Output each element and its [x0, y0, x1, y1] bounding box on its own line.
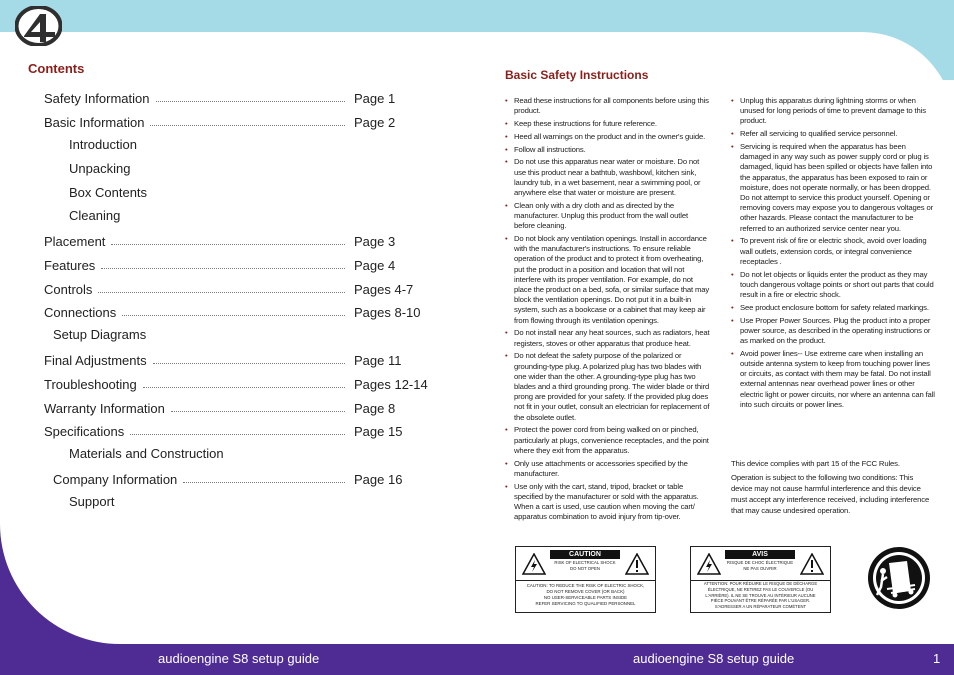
caution-divider [516, 580, 655, 581]
safety-instruction-item: • Refer all servicing to qualified service personnel. [731, 129, 936, 139]
safety-instruction-item: • Unplug this apparatus during lightning storms or when unused for long periods of time to prevent damage to this product. [731, 96, 936, 127]
safety-instruction-item: • See product enclosure bottom for safety related markings. [731, 303, 936, 313]
safety-instruction-item: • Do not defeat the safety purpose of the polarized or grounding-type plug. A polarized plug has two blades with one wider than the other. A grounding-type plug has two blades and a third grounding prong. The wider blade or third prong are provided for your safety. If the provided plug does not fit in your outlet, consult an electrician for replacement of the obsolete outlet. [505, 351, 710, 422]
toc-entry[interactable] [53, 467, 403, 487]
footer-bar [0, 644, 954, 675]
safety-instruction-item: • Do not use this apparatus near water or moisture. Do not use this product near a bathtub, washbowl, kitchen sink, laundry tub, in a wet basement, near a swimming pool, or anywhere else that water or moisture are present. [505, 157, 710, 198]
toc-leader-dots [98, 291, 345, 293]
toc-subentry[interactable]: Introduction [69, 137, 137, 152]
caution-subtext: RISK OF ELECTRICAL SHOCK DO NOT OPEN [554, 560, 616, 571]
audioengine-logo-icon [15, 6, 62, 46]
toc-entry-label: Warranty Information [44, 401, 165, 416]
toc-entry-page: Pages 4-7 [354, 282, 414, 297]
safety-instruction-item: • Do not install near any heat sources, such as radiators, heat registers, stoves or other apparatus that produce heat. [505, 328, 710, 348]
toc-entry[interactable] [44, 86, 396, 106]
safety-instruction-item: • Only use attachments or accessories specified by the manufacturer. [505, 459, 710, 479]
toc-entry-page: Page 1 [354, 91, 396, 106]
toc-leader-dots [171, 410, 345, 412]
safety-instruction-item: • Heed all warnings on the product and in the owner's guide. [505, 132, 710, 142]
toc-entry-page: Page 11 [354, 353, 402, 368]
avis-header: AVIS [725, 550, 795, 559]
toc-entry-page: Page 8 [354, 401, 396, 416]
footer-title-right: audioengine S8 setup guide [633, 651, 795, 666]
toc-subentry[interactable]: Box Contents [69, 185, 148, 200]
caution-label [515, 546, 656, 613]
avis-label [690, 546, 831, 613]
toc-leader-dots [101, 267, 345, 269]
toc-subentry[interactable]: Support [69, 494, 115, 509]
avis-text: ATTENTION: POUR RÉDUIRE LE RISQUE DE DÉCHARGE ÉLECTRIQUE, NE RETIREZ PAS LE COUVERCLE (OU L'ARRIÈRE). IL NE SE TROUVE AU INTÉRIEUR AUCUNE PIÈCE POUVANT ÊTRE RÉPARÉE PAR L'USAGER. S'ADRESSER A UN RÉPARATEUR COMÉTENT [703, 581, 818, 610]
toc-entry-label: Final Adjustments [44, 353, 147, 368]
toc-leader-dots [130, 433, 345, 435]
toc-entry-label: Features [44, 258, 96, 273]
toc-entry-label: Troubleshooting [44, 377, 137, 392]
safety-instruction-item: • Follow all instructions. [505, 145, 710, 155]
toc-subentry[interactable]: Cleaning [69, 208, 121, 223]
avis-subtext: RISQUE DE CHOC ÉLECTRIQUE NE PAS OUVRIR [726, 560, 794, 571]
toc-entry[interactable] [44, 348, 402, 368]
toc-entry-page: Page 2 [354, 115, 396, 130]
lightning-warning-icon [697, 553, 721, 575]
toc-entry[interactable] [44, 372, 428, 392]
toc-entry-page: Pages 8-10 [354, 305, 421, 320]
toc-entry-label: Controls [44, 282, 93, 297]
toc-entry-page: Page 4 [354, 258, 396, 273]
footer-page-number: 1 [933, 651, 941, 666]
toc-entry[interactable] [44, 300, 421, 320]
toc-entry-label: Connections [44, 305, 117, 320]
exclamation-warning-icon [625, 553, 649, 575]
safety-title: Basic Safety Instructions [505, 68, 649, 82]
safety-instruction-item: • To prevent risk of fire or electric shock, avoid over loading wall outlets, extension cords, or integral convenience receptacles . [731, 236, 936, 267]
cart-tipover-warning-icon [865, 545, 933, 611]
toc-entry-page: Page 15 [354, 424, 403, 439]
caution-header: CAUTION [550, 550, 620, 559]
fcc-statement: This device complies with part 15 of the FCC Rules. [731, 459, 900, 468]
safety-instruction-item: • Protect the power cord from being walked on or pinched, particularly at plugs, convenience receptacles, and the point where they exit from the apparatus. [505, 425, 710, 456]
toc-entry[interactable] [44, 277, 414, 297]
exclamation-warning-icon [800, 553, 824, 575]
toc-entry-page: Pages 12-14 [354, 377, 428, 392]
toc-leader-dots [122, 314, 345, 316]
contents-title: Contents [28, 61, 85, 76]
toc-entry[interactable] [44, 396, 396, 416]
toc-entry-label: Specifications [44, 424, 125, 439]
safety-instruction-item: • Do not let objects or liquids enter the product as they may touch dangerous voltage points or short out parts that could result in a fire or electric shock. [731, 270, 936, 301]
safety-instruction-item: • Use Proper Power Sources. Plug the product into a proper power source, as described in the operating instructions or as marked on the product. [731, 316, 936, 347]
safety-instruction-item: • Read these instructions for all components before using this product. [505, 96, 710, 116]
safety-instruction-item: • Avoid power lines-- Use extreme care when installing an outside antenna system to keep from touching power lines or circuits, as contact with them may be fatal. Do not install external antennas near overhead power lines or other electric light or power circuits, nor where an antenna can fall into such circuits or power lines. [731, 349, 936, 410]
toc-entry[interactable] [44, 253, 396, 273]
toc-entry[interactable] [44, 110, 396, 130]
toc-entry-page: Page 16 [354, 472, 403, 487]
toc-leader-dots [150, 124, 345, 126]
fcc-conditions: Operation is subject to the following two conditions: This device may not cause harmful interference and this device must accept any interference received, including interference that may cause undesired operation. [731, 473, 930, 515]
caution-text: CAUTION: TO REDUCE THE RISK OF ELECTRIC SHOCK, DO NOT REMOVE COVER (OR BACK) NO USER-SERVICEABLE PARTS INSIDE REFER SERVICING TO QUALIFIED PERSONNEL [526, 583, 645, 606]
safety-instruction-item: • Clean only with a dry cloth and as directed by the manufacturer. Unplug this product from the wall outlet before cleaning. [505, 201, 710, 232]
toc-leader-dots [143, 386, 345, 388]
toc-entry-label: Company Information [53, 472, 178, 487]
safety-list-column-1 [505, 96, 710, 525]
safety-instruction-item: • Use only with the cart, stand, tripod, bracket or table specified by the manufacturer or sold with the apparatus. When a cart is used, use caution when moving the cart/ apparatus combination to avoid injury from tip-over. [505, 482, 710, 523]
toc-entry-label: Placement [44, 234, 106, 249]
safety-instruction-item: • Keep these instructions for future reference. [505, 119, 710, 129]
toc-entry-label: Safety Information [44, 91, 150, 106]
footer-title-left: audioengine S8 setup guide [158, 651, 320, 666]
lightning-warning-icon [522, 553, 546, 575]
toc-leader-dots [153, 362, 345, 364]
toc-subentry[interactable]: Materials and Construction [69, 446, 224, 461]
toc-leader-dots [183, 481, 345, 483]
toc-subentry[interactable]: Setup Diagrams [53, 327, 147, 342]
toc-entry-label: Basic Information [44, 115, 145, 130]
toc-leader-dots [156, 100, 346, 102]
toc-entry[interactable] [44, 419, 403, 439]
safety-instruction-item: • Servicing is required when the apparatus has been damaged in any way such as power supply cord or plug is damaged, liquid has been spilled or objects have fallen into the apparatus, the apparatus has been exposed to rain or moisture, does not operate normally, or has been dropped. Do not attempt to service this product yourself. Opening or removing covers may expose you to dangerous voltages or other hazards. Please contact the manufacturer to be referred to an authorized service center near you. [731, 142, 936, 234]
safety-instruction-item: • Do not block any ventilation openings. Install in accordance with the manufacturer's instructions. To ensure reliable operation of the product and to protect it from overheating, put the product in a position and location that will not interfere with its proper ventilation. For example, do not place the product on a bed, sofa, or similar surface that may block the ventilation openings. Do not put it in a built-in system, such as a bookcase or a cabinet that may keep air from flowing through its ventilation openings. [505, 234, 710, 326]
toc-entry-page: Page 3 [354, 234, 396, 249]
toc-leader-dots [111, 243, 345, 245]
toc-entry[interactable] [44, 229, 396, 249]
safety-list-column-2 [731, 96, 936, 413]
toc-subentry[interactable]: Unpacking [69, 161, 131, 176]
